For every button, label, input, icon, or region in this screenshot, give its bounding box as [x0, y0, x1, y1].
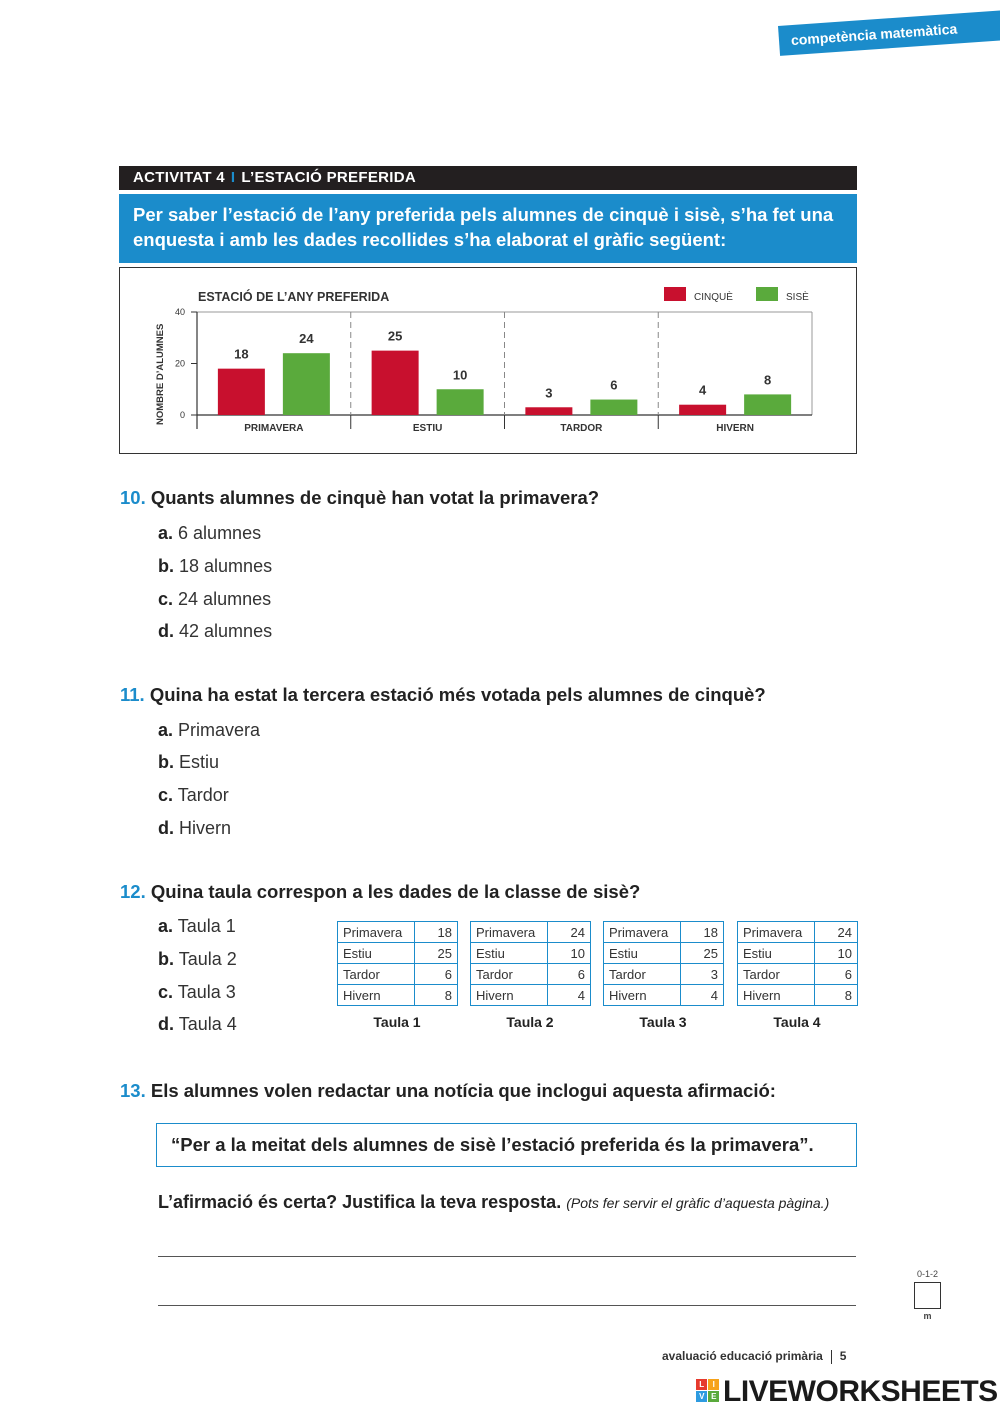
page-footer [662, 1349, 846, 1364]
bar-sisè [744, 394, 791, 415]
bar-value-label: 25 [387, 328, 403, 344]
chart-title: ESTACIÓ DE L’ANY PREFERIDA [198, 290, 390, 304]
page-number: 5 [839, 1349, 847, 1363]
x-tick-label: PRIMAVERA [244, 423, 304, 434]
question-13-number: 13. [120, 1080, 146, 1101]
legend-label-sise: SISÈ [786, 292, 809, 303]
question-13 [120, 1080, 776, 1102]
activity-label: ACTIVITAT 4 [133, 169, 225, 186]
bar-cinquè [218, 369, 265, 415]
question-11-text: Quina ha estat la tercera estació més votada pels alumnes de cinquè? [149, 684, 766, 705]
q12-option-c[interactable]: c. Taula 3 [158, 982, 236, 1002]
legend-swatch-sise [756, 287, 778, 301]
table-row: Estiu 10 [471, 943, 591, 964]
activity-separator: I [230, 169, 236, 186]
q10-option-a[interactable]: a. 6 alumnes [158, 523, 262, 543]
table-1-caption: Taula 1 [373, 1014, 421, 1030]
x-tick-label: ESTIU [412, 423, 443, 434]
q11-option-b[interactable]: b. Estiu [158, 752, 220, 772]
question-12-number: 12. [120, 881, 146, 902]
activity-title: L’ESTACIÓ PREFERIDA [241, 169, 416, 186]
justify-question: L’afirmació és certa? Justifica la teva resposta. [158, 1192, 562, 1212]
bar-value-label: 4 [699, 382, 707, 398]
table-4-caption: Taula 4 [773, 1014, 821, 1030]
question-13-text: Els alumnes volen redactar una notícia que inclogui aquesta afirmació: [150, 1080, 776, 1101]
table-2-caption: Taula 2 [506, 1014, 554, 1030]
q12-option-d[interactable]: d. Taula 4 [158, 1014, 237, 1034]
table-row: Estiu 10 [738, 943, 858, 964]
y-tick-label: 20 [174, 358, 185, 369]
brand-name: LIVEWORKSHEETS [723, 1375, 998, 1408]
justify-prompt [158, 1192, 829, 1213]
bar-cinquè [679, 405, 726, 415]
table-row: Tardor 6 [471, 964, 591, 985]
question-12-text: Quina taula correspon a les dades de la classe de sisè? [150, 881, 641, 902]
bar-value-label: 10 [452, 367, 468, 383]
footer-text: avaluació educació primària [662, 1349, 823, 1363]
bar-chart [120, 268, 856, 453]
liveworksheets-logo-icon: L I V E [696, 1379, 720, 1403]
table-row: Hivern 4 [604, 985, 724, 1006]
answer-line-2[interactable] [158, 1305, 856, 1306]
table-row: Primavera 24 [738, 922, 858, 943]
q11-option-c[interactable]: c. Tardor [158, 785, 229, 805]
x-tick-label: TARDOR [560, 423, 603, 434]
bar-value-label: 3 [545, 385, 553, 401]
y-tick-label: 40 [174, 307, 185, 317]
table-row: Primavera 24 [471, 922, 591, 943]
liveworksheets-brand [696, 1375, 998, 1409]
chart-container [119, 267, 857, 454]
bar-sisè [283, 353, 330, 415]
footer-divider [831, 1350, 832, 1364]
table-row: Hivern 8 [338, 985, 458, 1006]
score-range: 0-1-2 [916, 1269, 938, 1279]
table-row: Tardor 6 [738, 964, 858, 985]
question-10 [120, 487, 599, 509]
bar-cinquè [525, 407, 572, 415]
table-row: Hivern 4 [471, 985, 591, 1006]
bar-value-label: 6 [610, 377, 618, 393]
q10-option-c[interactable]: c. 24 alumnes [158, 589, 272, 609]
x-tick-label: HIVERN [716, 423, 755, 434]
chart-ylabel: NOMBRE D’ALUMNES [155, 323, 166, 425]
score-unit: m [923, 1311, 932, 1321]
bar-value-label: 8 [764, 372, 772, 388]
q12-option-a[interactable]: a. Taula 1 [158, 916, 236, 936]
table-4 [737, 921, 858, 1006]
table-3 [603, 921, 724, 1006]
bar-value-label: 24 [299, 331, 314, 347]
legend-swatch-cinque [664, 287, 686, 301]
bar-cinquè [372, 351, 419, 415]
table-row: Estiu 25 [338, 943, 458, 964]
table-row: Tardor 3 [604, 964, 724, 985]
answer-line-1[interactable] [158, 1256, 856, 1257]
score-input[interactable] [914, 1282, 941, 1309]
q10-option-b[interactable]: b. 18 alumnes [158, 556, 273, 576]
intro-text: Per saber l’estació de l’any preferida pels alumnes de cinquè i sisè, s’ha fet una enquesta i amb les dades recollides s’ha elaborat el gràfic següent: [119, 194, 857, 263]
bar-value-label: 18 [234, 346, 249, 362]
table-2 [470, 921, 591, 1006]
bar-sisè [437, 389, 484, 415]
justify-hint: (Pots fer servir el gràfic d’aquesta pàgina.) [566, 1195, 830, 1211]
q12-option-b[interactable]: b. Taula 2 [158, 949, 237, 969]
legend-label-cinque: CINQUÈ [694, 292, 733, 303]
quote-box: “Per a la meitat dels alumnes de sisè l’estació preferida és la primavera”. [156, 1123, 857, 1167]
q11-option-a[interactable]: a. Primavera [158, 720, 261, 740]
question-11 [120, 684, 766, 706]
question-10-text: Quants alumnes de cinquè han votat la primavera? [150, 487, 600, 508]
table-row: Primavera 18 [338, 922, 458, 943]
bar-sisè [590, 400, 637, 415]
table-row: Primavera 18 [604, 922, 724, 943]
table-row: Tardor 6 [338, 964, 458, 985]
table-row: Hivern 8 [738, 985, 858, 1006]
table-row: Estiu 25 [604, 943, 724, 964]
q10-option-d[interactable]: d. 42 alumnes [158, 621, 273, 641]
activity-header [119, 166, 857, 190]
table-3-caption: Taula 3 [639, 1014, 687, 1030]
question-11-number: 11. [120, 684, 145, 705]
question-12 [120, 881, 640, 903]
score-box [914, 1269, 941, 1321]
y-tick-label: 0 [179, 410, 185, 420]
table-1 [337, 921, 458, 1006]
competence-ribbon: competència matemàtica [778, 10, 1000, 56]
q11-option-d[interactable]: d. Hivern [158, 818, 232, 838]
question-10-number: 10. [120, 487, 146, 508]
